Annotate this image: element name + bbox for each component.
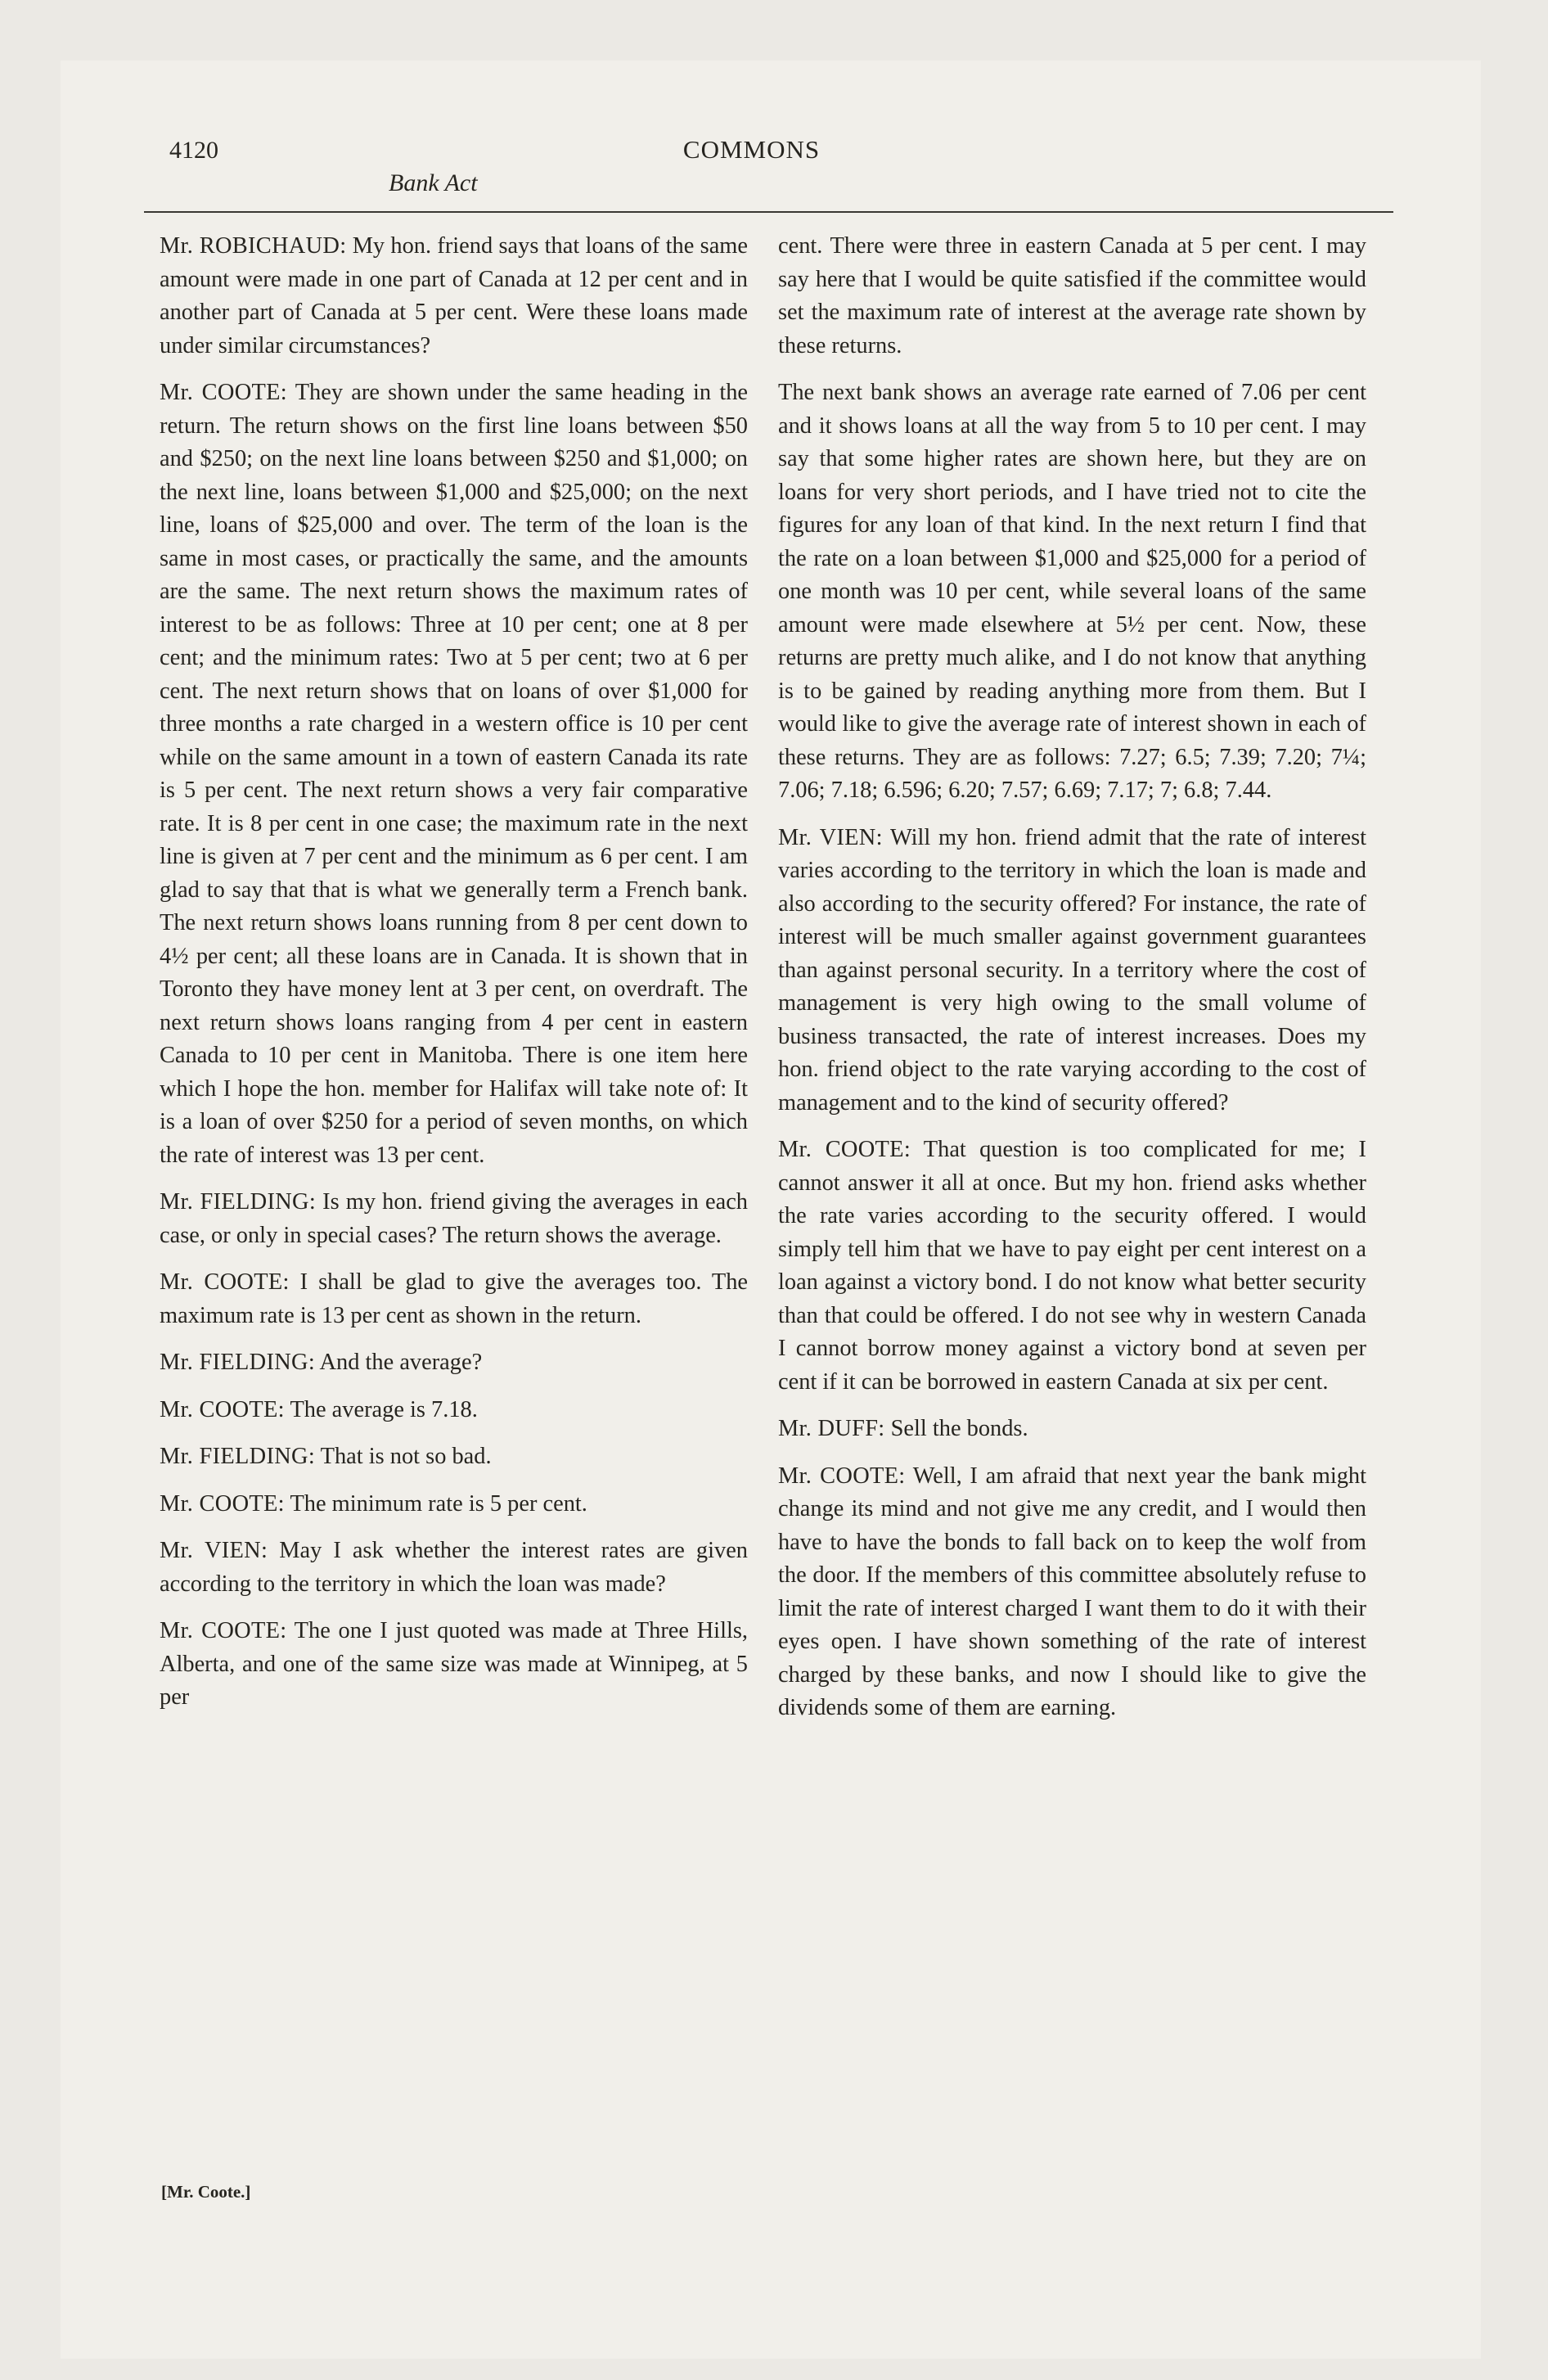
paragraph-text: The one I just quoted was made at Three Hills, Alberta, and one of the same size was made at Winnipeg, at 5 per [160, 1618, 748, 1710]
paragraph [160, 1394, 748, 1427]
paragraph [778, 230, 1366, 363]
paragraph [160, 1488, 748, 1521]
left-column [160, 230, 748, 1729]
paragraph [160, 376, 748, 1172]
right-column [778, 230, 1366, 1739]
speaker-name: Mr. COOTE: [160, 1396, 285, 1422]
paragraph-text: That is not so bad. [320, 1444, 492, 1469]
paragraph-text: And the average? [319, 1350, 483, 1375]
page-header [110, 135, 1393, 209]
paragraph-text: The next bank shows an average rate earned of 7.06 per cent and it shows loans at all the way from 5 to 10 per cent. I may say that some higher rates are shown here, but they are on loans for very short periods, and I have tried not to cite the figures for any loan of that kind. In the next return I find that the rate on a loan between $1,000 and $25,000 for a period of one month was 10 per cent, while several loans of the same amount were made elsewhere at 5½ per cent. Now, these returns are pretty much alike, and I do not know that anything is to be gained by reading anything more from them. But I would like to give the average rate of interest shown in each of these returns. They are as follows: 7.27; 6.5; 7.39; 7.20; 7¼; 7.06; 7.18; 6.596; 6.20; 7.57; 6.69; 7.17; 7; 6.8; 7.44. [778, 380, 1366, 803]
paragraph-text: The average is 7.18. [290, 1396, 478, 1422]
paragraph-text: Sell the bonds. [890, 1416, 1028, 1441]
paragraph [160, 1440, 748, 1474]
speaker-name: Mr. FIELDING: [160, 1189, 317, 1215]
paragraph-text: Will my hon. friend admit that the rate of interest varies according to the territory in which the loan is made and also according to the security offered? For instance, the rate of interest will be much smaller against government guarantees than against personal security. In a territory where the cost of management is very high owing to the small volume of business transacted, the rate of interest increases. Does my hon. friend object to the rate varying according to the cost of management and to the kind of security offered? [778, 824, 1367, 1116]
paragraph [160, 1346, 748, 1380]
paragraph [778, 822, 1366, 1120]
speaker-name: Mr. VIEN: [160, 1538, 268, 1563]
speaker-name: Mr. COOTE: [160, 1269, 290, 1295]
subject-title: Bank Act [389, 169, 478, 196]
paragraph [160, 1186, 748, 1252]
speaker-name: Mr. COOTE: [160, 1618, 287, 1643]
paragraph [160, 1266, 748, 1332]
paragraph-text: My hon. friend says that loans of the same amount were made in one part of Canada at 12 per cent and in another part of Canada at 5 per cent. Were these loans made under similar circumstances? [160, 233, 748, 358]
paragraph-text: May I ask whether the interest rates are given according to the territory in which the loan was made? [160, 1538, 749, 1597]
speaker-name: Mr. COOTE: [160, 380, 287, 405]
paragraph-text: The minimum rate is 5 per cent. [290, 1490, 587, 1517]
paragraph-text: Well, I am afraid that next year the bank might change its mind and not give me any credit, and I would then have to have the bonds to fall back on to keep the wolf from the door. If the members of this committee absolutely refuse to limit the rate of interest charged I want them to do it with their eyes open. I have shown something of the rate of interest charged by these banks, and now I should like to give the dividends some of them are earning. [778, 1463, 1366, 1720]
speaker-name: Mr. COOTE: [160, 1490, 285, 1517]
page-number: 4120 [169, 137, 218, 164]
paragraph [160, 230, 748, 363]
paragraph-text: I shall be glad to give the averages too. The maximum rate is 13 per cent as shown in the return. [160, 1269, 748, 1328]
footer-speaker-tag: [Mr. Coote.] [161, 2182, 251, 2202]
paragraph [778, 1134, 1366, 1399]
paragraph-text: Is my hon. friend giving the averages in each case, or only in special cases? The return shows the average. [160, 1189, 748, 1248]
paragraph-text: They are shown under the same heading in the return. The return shows on the first line loans between $50 and $250; on the next line loans between $250 and $1,000; on the next line, loans between $1,000 and $25,000; on the next line, loans of $25,000 and over. The term of the loan is the same in most cases, or practically the same, and the amounts are the same. The next return shows the maximum rates of interest to be as follows: Three at 10 per cent; one at 8 per cent; and the minimum rates: Two at 5 per cent; two at 6 per cent. The next return shows that on loans of over $1,000 for three months a rate charged in a western office is 10 per cent while on the same amount in a town of eastern Canada its rate is 5 per cent. The next return shows a very fair comparative rate. It is 8 per cent in one case; the maximum rate in the next line is given at 7 per cent and the minimum as 6 per cent. I am glad to say that that is what we generally term a French bank. The next return shows loans running from 8 per cent down to 4½ per cent; all these loans are in Canada. It is shown that in Toronto they have money lent at 3 per cent, on overdraft. The next return shows loans ranging from 4 per cent in eastern Canada to 10 per cent in Manitoba. There is one item here which I hope the hon. member for Halifax will take note of: It is a loan of over $250 for a period of seven months, on which the rate of interest was 13 per cent. [160, 380, 749, 1168]
speaker-name: Mr. COOTE: [778, 1137, 911, 1162]
speaker-name: Mr. DUFF: [778, 1416, 885, 1441]
speaker-name: Mr. ROBICHAUD: [160, 233, 347, 259]
speaker-name: Mr. VIEN: [778, 824, 883, 850]
speaker-name: Mr. COOTE: [778, 1463, 906, 1489]
paragraph-text: That question is too complicated for me; I cannot answer it all at once. But my hon. friend asks whether the rate varies according to the security offered. I would simply tell him that we have to pay eight per cent interest on a loan against a victory bond. I do not know what better security than that could be offered. I do not see why in western Canada I cannot borrow money against a victory bond at seven per cent if it can be borrowed in eastern Canada at six per cent. [778, 1137, 1366, 1395]
header-rule [144, 211, 1393, 213]
paragraph [778, 1460, 1366, 1725]
speaker-name: Mr. FIELDING: [160, 1444, 316, 1469]
paragraph [778, 1413, 1366, 1446]
paragraph [160, 1615, 748, 1715]
paragraph [778, 376, 1366, 808]
section-title: COMMONS [682, 135, 821, 164]
paragraph-text: cent. There were three in eastern Canada at 5 per cent. I may say here that I would be quite satisfied if the committee would set the maximum rate of interest at the average rate shown by these returns. [778, 233, 1366, 358]
paragraph [160, 1535, 748, 1601]
speaker-name: Mr. FIELDING: [160, 1350, 316, 1375]
